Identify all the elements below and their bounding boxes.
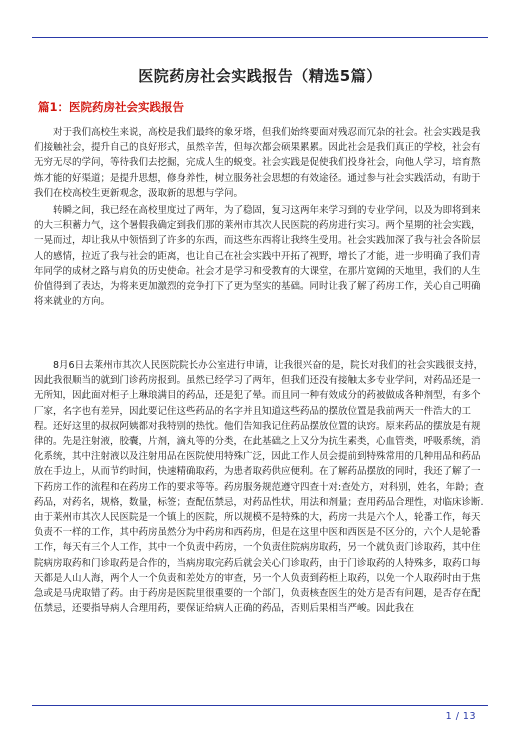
paragraph-3	[34, 358, 486, 616]
paragraph-2	[34, 203, 486, 309]
document-title: 医院药房社会实践报告（精选5篇）	[138, 67, 382, 85]
paragraph-1	[34, 125, 486, 201]
paragraph-text: 转瞬之间，我已经在高校里度过了两年，为了稳固，复习这两年来学习到的专业学问，以及为即将到来的大三积蓄力气，这个暑假我确定到我们那的莱州市其次人民医院的药房进行实习。两个星期的社会实践，一晃而过，却让我从中领悟到了许多的东西，而这些东西将让我终生受用。社会实践加深了我与社会各阶层人的感情，拉近了我与社会的距离，也让自己在社会实践中开拓了视野，增长了才能，进一步明确了我们青年同学的成材之路与肩负的历史使命。社会才是学习和受教育的大课堂，在那片宽阔的天地里，我们的人生价值得到了表达，为将来更加激烈的竞争打下了更为坚实的基础。同时让我了解了药房工作，关心自己明确将来就业的方向。	[34, 205, 481, 308]
paragraph-text: 对于我们高校生来说，高校是我们最终的象牙塔，但我们始终要面对残忍而冗杂的社会。社会实践是我们接触社会，提升自己的良好形式，虽然辛苦，但每次都会硕果累累。因此社会是我们真正的学校，社会有无穷无尽的学问，等待我们去挖掘，完成人生的蜕变。社会实践是促使我们投身社会，向他人学习，培育熬炼才能的好渠道；是提升思想，修身养性，树立服务社会思想的有效途径。通过参与社会实践活动，有助于我们在校高校生更新观念，汲取新的思想与学问。	[34, 127, 481, 199]
footer-rule	[32, 705, 488, 706]
section-heading: 篇1：医院药房社会实践报告	[38, 100, 185, 114]
paragraph-text: 8月6日去莱州市其次人民医院院长办公室进行申请，让我很兴奋的是，院长对我们的社会实践很支持，因此我很顺当的就到门诊药房报到。虽然已经学习了两年，但我们还没有接触太多专业学问，对药品还是一无所知，因此面对柜子上琳琅满目的药品，还是犯了晕。而且同一种有效成分的药被做成各种剂型，有多个厂家，名字也有差异，因此要记住这些药品的名字并且知道这些药品的摆放位置是我前两天一件浩大的工程。还好这里的叔叔阿姨都对我特别的热忱。他们告知我记住药品摆放位置的诀窍。原来药品的摆放是有规律的。先是注射液，胶囊，片剂，滴丸等的分类，在此基础之上又分为抗生素类，心血管类，呼吸系统，消化系统，其中注射液以及注射用品在医院使用特殊广泛，因此工作人员会提前到特殊常用的几种用品和药品放在手边上，从而节约时间，快速精确取药，为患者取药供应便利。在了解药品摆放的同时，我还了解了一下药房工作的流程和在药房工作的要求等等。药房服务规范遵守四查十对:查处方，对科别，姓名，年龄；查药品，对药名，规格，数量，标签；查配伍禁忌，对药品性状，用法和剂量；查用药品合理性，对临床诊断.由于莱州市其次人民医院是一个镇上的医院，所以规模不是特殊的大，药房一共是六个人，轮番工作，每天负责不一样的工作，其中药房虽然分为中药房和西药房，但是在这里中医和西医是不区分的，六个人是轮番工作，每天有三个人工作，其中一个负责中药房，一个负责住院病房取药，另一个就负责门诊取药，其中住院病房取药和门诊取药是合作的，当病房取完药后就会关心门诊取药，由于门诊取药的人特殊多，取药口每天都是人山人海，两个人一个负责和差处方的审查，另一个人负责到药柜上取药，以免一个人取药时由于焦急或是马虎取错了药。由于药房是医院里很重要的一个部门，负责核查医生的处方是否有问题，是否存在配伍禁忌，还要指导病人合理用药，要保证给病人正确的药品，否则后果相当严峻。因此我在	[34, 360, 484, 615]
header-rule	[32, 37, 488, 38]
page-number: 1 / 13	[445, 711, 476, 722]
